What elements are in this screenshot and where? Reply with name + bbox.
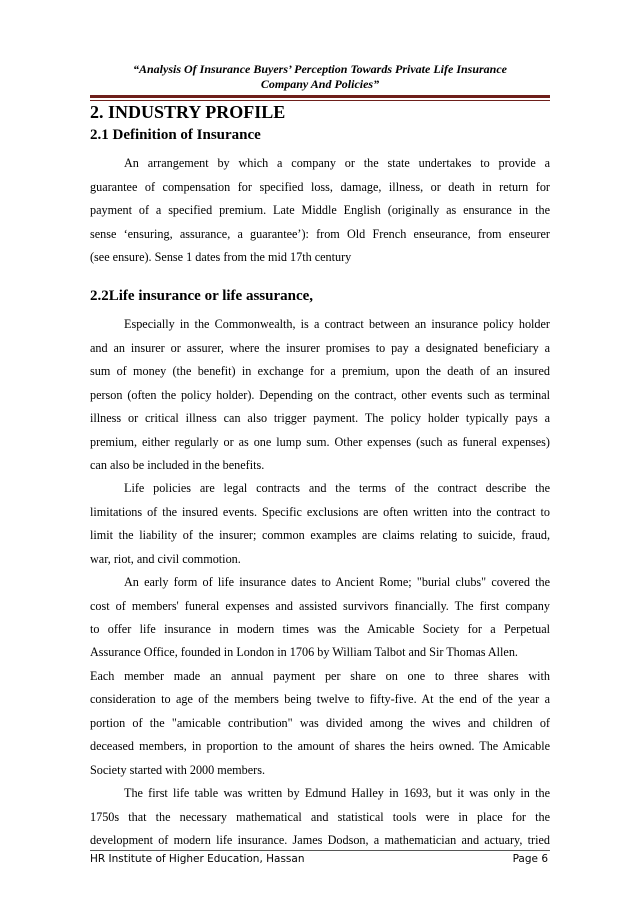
page-number: Page 6	[512, 853, 548, 865]
paragraph-line: and an insurer or assurer, where the insurer promises to pay a designated beneficiary a	[90, 341, 550, 355]
paragraph-line: payment of a specified premium. Late Middle English (originally as ensurance in the	[90, 203, 550, 217]
paragraph-line: Especially in the Commonwealth, is a contract between an insurance policy holder	[124, 317, 550, 331]
paragraph-line: person (often the policy holder). Depending on the contract, other events such as terminal	[90, 388, 550, 402]
paragraph-line: (see ensure). Sense 1 dates from the mid 17th century	[90, 250, 352, 264]
paragraph-line: deceased members, in proportion to the amount of shares the heirs owned. The Amicable	[90, 739, 550, 753]
paragraph-line: Life policies are legal contracts and the terms of the contract describe the	[124, 481, 550, 495]
paragraph-line: to offer life insurance in modern times was the Amicable Society for a Perpetual	[90, 622, 550, 636]
paragraph-line: portion of the "amicable contribution" was divided among the wives and children of	[90, 716, 550, 730]
paragraph-line: An arrangement by which a company or the state undertakes to provide a	[124, 156, 550, 170]
paragraph-line: premium, either regularly or as one lump sum. Other expenses (such as funeral expenses)	[90, 435, 550, 449]
paragraph-line: war, riot, and civil commotion.	[90, 552, 241, 566]
paragraph-line: can also be included in the benefits.	[90, 458, 265, 472]
paragraph-line: cost of members' funeral expenses and assisted survivors financially. The first company	[90, 599, 550, 613]
subsection-2-title: 2.2Life insurance or life assurance,	[90, 288, 314, 304]
footer-rule	[90, 850, 550, 851]
paragraph-line: 1750s that the necessary mathematical and statistical tools were in place for the	[90, 810, 550, 824]
paragraph-line: limit the liability of the insurer; common examples are claims relating to suicide, fraud,	[90, 528, 550, 542]
paragraph-line: guarantee of compensation for specified loss, damage, illness, or death in return for	[90, 180, 550, 194]
section-title: 2. INDUSTRY PROFILE	[90, 102, 286, 122]
footer-institution: HR Institute of Higher Education, Hassan	[90, 853, 305, 865]
header-line-2: Company And Policies”	[260, 77, 380, 91]
paragraph-line: illness or critical illness can also trigger payment. The policy holder typically pays a	[90, 411, 550, 425]
paragraph-line: Society started with 2000 members.	[90, 763, 265, 777]
running-header	[90, 62, 550, 92]
paragraph-line: The first life table was written by Edmund Halley in 1693, but it was only in the	[124, 786, 550, 800]
paragraph-line: sense ‘ensuring, assurance, a guarantee’): from Old French enseurance, from enseurer	[90, 227, 550, 241]
paragraph-line: limitations of the insured events. Specific exclusions are often written into the contract to	[90, 505, 550, 519]
paragraph-line: Assurance Office, founded in London in 1706 by William Talbot and Sir Thomas Allen.	[90, 645, 518, 659]
paragraph-line: sum of money (the benefit) in exchange for a premium, upon the death of an insured	[90, 364, 550, 378]
paragraph-line: development of modern life insurance. James Dodson, a mathematician and actuary, tried	[90, 833, 550, 847]
header-line-1: “Analysis Of Insurance Buyers’ Perception Towards Private Life Insurance	[132, 62, 507, 76]
paragraph-line: Each member made an annual payment per share on one to three shares with	[90, 669, 550, 683]
paragraph-line: An early form of life insurance dates to Ancient Rome; "burial clubs" covered the	[124, 575, 550, 589]
paragraph-line: consideration to age of the members being twelve to fifty-five. At the end of the year a	[90, 692, 550, 706]
header-rule-thick	[90, 95, 550, 98]
subsection-1-title: 2.1 Definition of Insurance	[90, 127, 261, 143]
